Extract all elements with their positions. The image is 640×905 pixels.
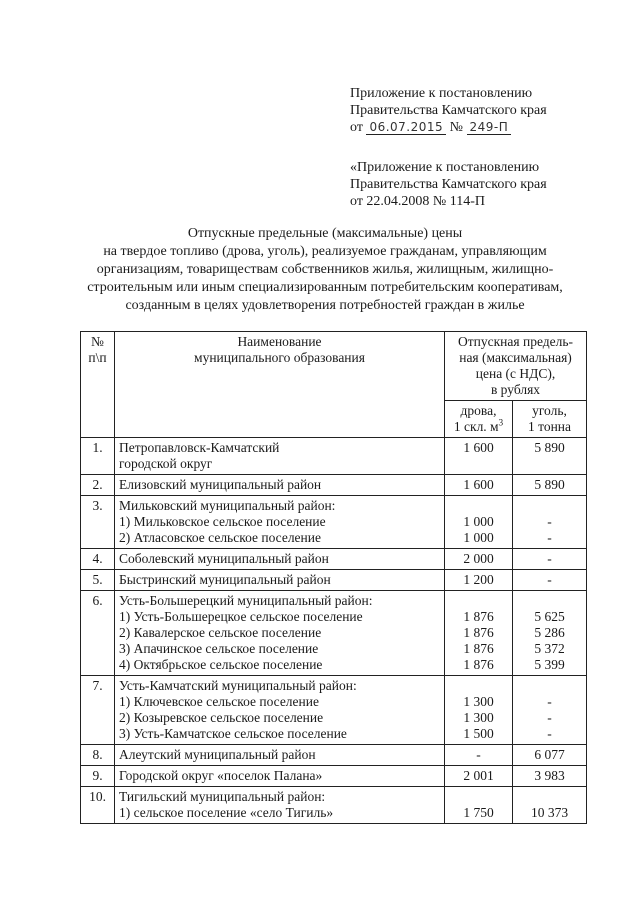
header-line: «Приложение к постановлению xyxy=(350,160,540,175)
municipality-name-cell xyxy=(115,475,445,496)
wood-price: 1 500 xyxy=(463,726,494,741)
municipality-name: 1) Ключевское сельское поселение xyxy=(119,694,319,709)
coal-price: 5 625 xyxy=(534,609,565,624)
price-table xyxy=(80,331,587,824)
coal-price-cell xyxy=(513,549,587,570)
coal-price: - xyxy=(547,726,552,741)
title-line: организациям, товариществам собственников жилья, жилищным, жилищно- xyxy=(96,262,554,277)
superscript: 3 xyxy=(498,417,504,428)
coal-price: - xyxy=(547,551,552,566)
coal-price: 5 890 xyxy=(534,440,565,455)
coal-price-cell xyxy=(513,787,587,824)
coal-price: 5 372 xyxy=(534,641,565,656)
municipality-name: 4) Октябрьское сельское поселение xyxy=(119,657,323,672)
row-number: 4. xyxy=(81,549,115,570)
coal-price-cell xyxy=(513,475,587,496)
coal-price xyxy=(517,498,582,514)
coal-price: - xyxy=(547,710,552,725)
coal-price: 5 286 xyxy=(534,625,565,640)
wood-price xyxy=(449,498,508,514)
row-number: 1. xyxy=(81,438,115,475)
municipality-name: 2) Козыревское сельское поселение xyxy=(119,710,324,725)
wood-price: 2 001 xyxy=(463,768,494,783)
table-row xyxy=(81,745,587,766)
municipality-name: Соболевский муниципальный район xyxy=(119,551,329,566)
column-header-wood: дрова, 1 скл. $м^3$ xyxy=(445,401,513,438)
wood-price: 1 000 xyxy=(463,530,494,545)
table-row xyxy=(81,591,587,676)
coal-price: - xyxy=(547,530,552,545)
wood-price-cell xyxy=(445,475,513,496)
municipality-name: 2) Кавалерское сельское поселение xyxy=(119,625,322,640)
table-row xyxy=(81,496,587,549)
wood-price-cell xyxy=(445,745,513,766)
number-prefix: № xyxy=(449,120,464,135)
table-row xyxy=(81,549,587,570)
header-date-line xyxy=(350,119,547,136)
coal-price-cell xyxy=(513,766,587,787)
wood-price: 1 600 xyxy=(463,440,494,455)
municipality-name-cell xyxy=(115,766,445,787)
wood-price: 1 876 xyxy=(463,641,494,656)
column-header-number: № п\п xyxy=(81,332,115,438)
coal-price xyxy=(517,593,582,609)
wood-price xyxy=(449,678,508,694)
header-line: от 22.04.2008 № 114-П xyxy=(350,194,486,209)
table-row xyxy=(81,676,587,745)
coal-price: 5 399 xyxy=(534,657,565,672)
column-header-name: Наименование муниципального образования xyxy=(115,332,445,438)
table-row xyxy=(81,787,587,824)
title-line: строительным или иным специализированным потребительским кооперативам, xyxy=(87,280,563,295)
municipality-name: 2) Атласовское сельское поселение xyxy=(119,530,321,545)
wood-price xyxy=(449,789,508,805)
column-header-coal: уголь, 1 тонна xyxy=(513,401,587,438)
row-number: 7. xyxy=(81,676,115,745)
coal-price-cell xyxy=(513,438,587,475)
coal-price: - xyxy=(547,572,552,587)
header-line: Правительства Камчатского края xyxy=(350,103,547,118)
handwritten-date: 06.07.2015 xyxy=(366,120,446,135)
municipality-name-cell xyxy=(115,438,445,475)
current-resolution-header xyxy=(350,85,547,136)
document-title xyxy=(40,225,610,315)
row-number: 8. xyxy=(81,745,115,766)
municipality-name: Усть-Большерецкий муниципальный район: xyxy=(119,593,373,608)
wood-price: 1 300 xyxy=(463,710,494,725)
wood-price: - xyxy=(476,747,481,762)
wood-price-cell xyxy=(445,591,513,676)
wood-price: 1 876 xyxy=(463,609,494,624)
wood-price: 1 300 xyxy=(463,694,494,709)
wood-price-cell xyxy=(445,438,513,475)
wood-price-cell xyxy=(445,766,513,787)
municipality-name-cell xyxy=(115,570,445,591)
coal-price: 5 890 xyxy=(534,477,565,492)
coal-price-cell xyxy=(513,496,587,549)
previous-resolution-header xyxy=(350,159,547,210)
row-number: 10. xyxy=(81,787,115,824)
municipality-name: 3) Усть-Камчатское сельское поселение xyxy=(119,726,347,741)
wood-price-cell xyxy=(445,570,513,591)
wood-price xyxy=(449,456,508,472)
coal-price-cell xyxy=(513,591,587,676)
table-row xyxy=(81,570,587,591)
handwritten-number: 249-П xyxy=(467,120,512,135)
coal-price-cell xyxy=(513,570,587,591)
table-row xyxy=(81,475,587,496)
wood-price: 1 200 xyxy=(463,572,494,587)
municipality-name-cell xyxy=(115,787,445,824)
header-line: Приложение к постановлению xyxy=(350,86,533,101)
coal-price xyxy=(517,678,582,694)
municipality-name: Мильковский муниципальный район: xyxy=(119,498,336,513)
municipality-name: Усть-Камчатский муниципальный район: xyxy=(119,678,357,693)
coal-price xyxy=(517,789,582,805)
date-prefix: от xyxy=(350,120,363,135)
wood-price: 1 876 xyxy=(463,625,494,640)
coal-price-cell xyxy=(513,745,587,766)
coal-price: - xyxy=(547,694,552,709)
coal-price: 10 373 xyxy=(530,805,569,820)
municipality-name: 1) сельское поселение «село Тигиль» xyxy=(119,805,334,820)
municipality-name: 1) Мильковское сельское поселение xyxy=(119,514,326,529)
wood-price: 1 600 xyxy=(463,477,494,492)
title-line: на твердое топливо (дрова, уголь), реализуемое гражданам, управляющим xyxy=(103,244,547,259)
municipality-name: Петропавловск-Камчатский xyxy=(119,440,280,455)
wood-price xyxy=(449,593,508,609)
municipality-name: Тигильский муниципальный район: xyxy=(119,789,326,804)
wood-price-cell xyxy=(445,676,513,745)
municipality-name-cell xyxy=(115,591,445,676)
coal-price-cell xyxy=(513,676,587,745)
municipality-name-cell xyxy=(115,496,445,549)
municipality-name: городской округ xyxy=(119,456,213,471)
coal-price: 3 983 xyxy=(534,768,565,783)
row-number: 3. xyxy=(81,496,115,549)
wood-price-cell xyxy=(445,549,513,570)
coal-price xyxy=(517,456,582,472)
coal-price: 6 077 xyxy=(534,747,565,762)
municipality-name-cell xyxy=(115,745,445,766)
municipality-name: Алеутский муниципальный район xyxy=(119,747,316,762)
municipality-name: 1) Усть-Большерецкое сельское поселение xyxy=(119,609,363,624)
row-number: 6. xyxy=(81,591,115,676)
title-line: созданным в целях удовлетворения потребностей граждан в жилье xyxy=(125,298,525,313)
wood-price: 2 000 xyxy=(463,551,494,566)
wood-price-cell xyxy=(445,496,513,549)
municipality-name: 3) Апачинское сельское поселение xyxy=(119,641,319,656)
row-number: 5. xyxy=(81,570,115,591)
table-row xyxy=(81,438,587,475)
wood-price: 1 000 xyxy=(463,514,494,529)
table-row xyxy=(81,766,587,787)
municipality-name-cell xyxy=(115,676,445,745)
wood-price: 1 750 xyxy=(463,805,494,820)
coal-price: - xyxy=(547,514,552,529)
wood-price-cell xyxy=(445,787,513,824)
municipality-name: Быстринский муниципальный район xyxy=(119,572,331,587)
row-number: 9. xyxy=(81,766,115,787)
column-header-price: Отпускная предель- ная (максимальная) цена (с НДС), в рублях xyxy=(445,332,587,401)
municipality-name: Городской округ «поселок Палана» xyxy=(119,768,323,783)
title-line: Отпускные предельные (максимальные) цены xyxy=(187,226,463,241)
header-line: Правительства Камчатского края xyxy=(350,177,547,192)
municipality-name: Елизовский муниципальный район xyxy=(119,477,322,492)
table-header-row xyxy=(81,332,587,401)
row-number: 2. xyxy=(81,475,115,496)
wood-price: 1 876 xyxy=(463,657,494,672)
municipality-name-cell xyxy=(115,549,445,570)
